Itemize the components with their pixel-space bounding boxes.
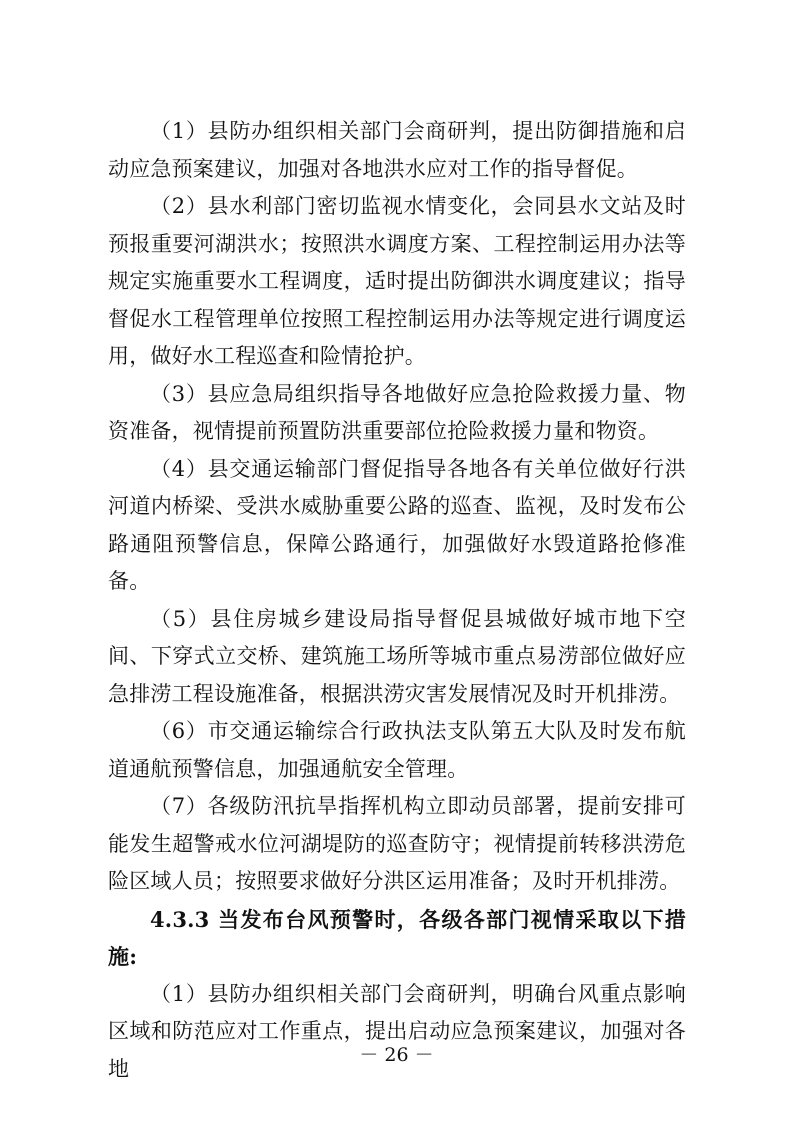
- paragraph-5: （5）县住房城乡建设局指导督促县城做好城市地下空间、下穿式立交桥、建筑施工场所等城市重点易涝部位做好应急排涝工程设施准备，根据洪涝灾害发展情况及时开机排涝。: [108, 606, 686, 706]
- document-body: [108, 113, 686, 1088]
- paragraph-3: （3）县应急局组织指导各地做好应急抢险救援力量、物资准备，视情提前预置防洪重要部位抢险救援力量和物资。: [108, 381, 686, 443]
- paragraph-1: （1）县防办组织相关部门会商研判，提出防御措施和启动应急预案建议，加强对各地洪水应对工作的指导督促。: [108, 119, 686, 181]
- section-heading: 4.3.3 当发布台风预警时，各级各部门视情采取以下措施:: [108, 906, 686, 969]
- page-number: － 26 －: [359, 1044, 434, 1066]
- paragraph-2: （2）县水利部门密切监视水情变化，会同县水文站及时预报重要河湖洪水；按照洪水调度方案、工程控制运用办法等规定实施重要水工程调度，适时提出防御洪水调度建议；指导督促水工程管理单位按照工程控制运用办法等规定进行调度运用，做好水工程巡查和险情抢护。: [108, 194, 686, 368]
- paragraph-7: （7）各级防汛抗旱指挥机构立即动员部署，提前安排可能发生超警戒水位河湖堤防的巡查防守；视情提前转移洪涝危险区域人员；按照要求做好分洪区运用准备；及时开机排涝。: [108, 794, 686, 893]
- paragraph-4: （4）县交通运输部门督促指导各地各有关单位做好行洪河道内桥梁、受洪水威胁重要公路的巡查、监视，及时发布公路通阻预警信息，保障公路通行，加强做好水毁道路抢修准备。: [108, 456, 686, 593]
- paragraph-8: （1）县防办组织相关部门会商研判，明确台风重点影响区域和防范应对工作重点，提出启动应急预案建议，加强对各地: [108, 981, 686, 1081]
- paragraph-6: （6）市交通运输综合行政执法支队第五大队及时发布航道通航预警信息，加强通航安全管理。: [108, 719, 686, 781]
